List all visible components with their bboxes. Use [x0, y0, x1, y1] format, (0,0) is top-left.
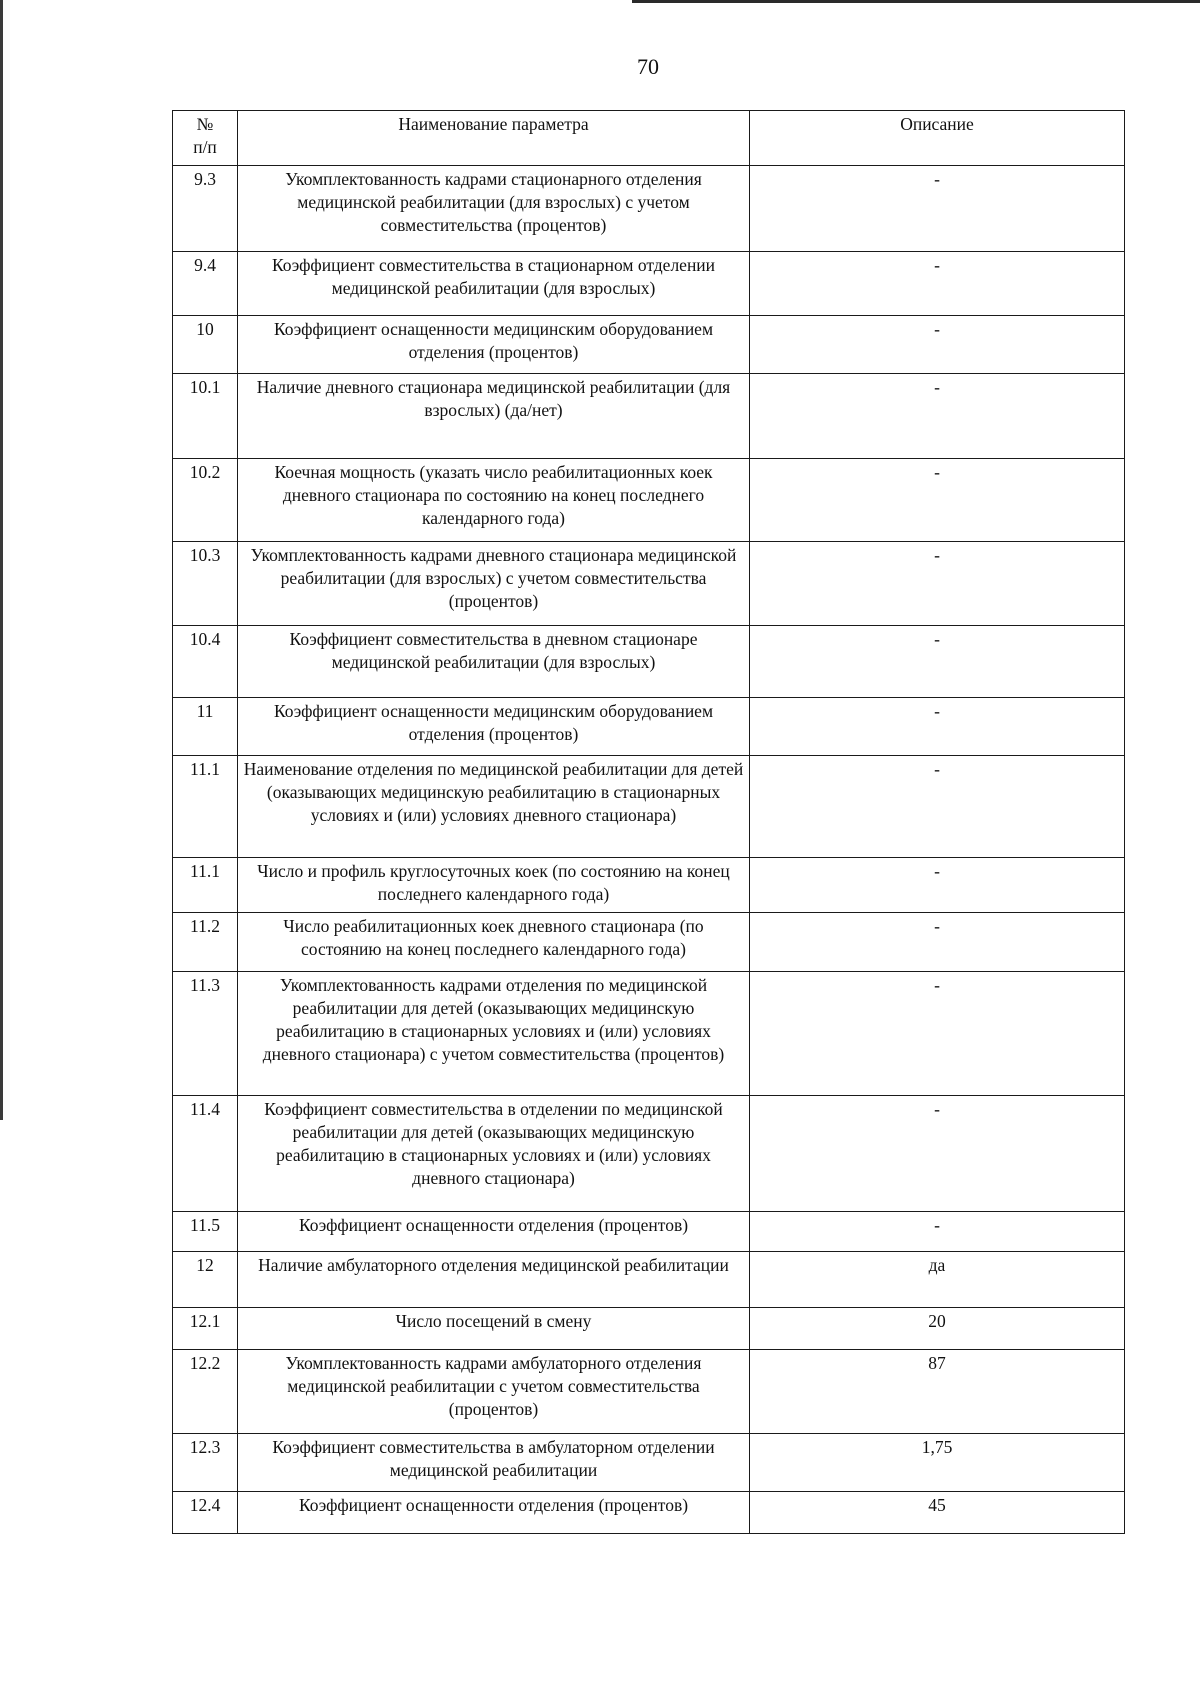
row-number: 10.1: [173, 374, 238, 459]
row-description: -: [750, 252, 1125, 316]
row-number: 9.3: [173, 166, 238, 252]
row-number: 10.2: [173, 459, 238, 542]
row-description: 87: [750, 1350, 1125, 1434]
table-header-row: [173, 111, 1125, 166]
parameters-table: [172, 110, 1125, 1534]
row-name: Наличие дневного стационара медицинской реабилитации (для взрослых) (да/нет): [238, 374, 750, 459]
table-row: [173, 858, 1125, 913]
row-description: -: [750, 858, 1125, 913]
row-number: 12.2: [173, 1350, 238, 1434]
scan-border-top: [632, 0, 1200, 3]
table-row: [173, 316, 1125, 374]
row-number: 11.2: [173, 913, 238, 972]
row-number: 10.3: [173, 542, 238, 626]
row-description: 20: [750, 1308, 1125, 1350]
row-description: -: [750, 374, 1125, 459]
table-row: [173, 698, 1125, 756]
row-name: Коэффициент оснащенности отделения (процентов): [238, 1212, 750, 1252]
row-number: 11.1: [173, 756, 238, 858]
row-description: -: [750, 1096, 1125, 1212]
table-row: [173, 626, 1125, 698]
row-name: Коечная мощность (указать число реабилитационных коек дневного стационара по состоянию на конец последнего календарного года): [238, 459, 750, 542]
row-number: 11.3: [173, 972, 238, 1096]
row-description: -: [750, 166, 1125, 252]
table-row: [173, 459, 1125, 542]
row-name: Укомплектованность кадрами дневного стационара медицинской реабилитации (для взрослых) с учетом совместительства (процентов): [238, 542, 750, 626]
row-number: 11.1: [173, 858, 238, 913]
row-description: -: [750, 316, 1125, 374]
row-description: -: [750, 698, 1125, 756]
row-description: -: [750, 626, 1125, 698]
row-description: 1,75: [750, 1434, 1125, 1492]
row-number: 9.4: [173, 252, 238, 316]
row-description: -: [750, 913, 1125, 972]
table-row: [173, 972, 1125, 1096]
row-number: 10.4: [173, 626, 238, 698]
header-description: Описание: [750, 111, 1125, 166]
table-row: [173, 374, 1125, 459]
row-name: Коэффициент совместительства в амбулаторном отделении медицинской реабилитации: [238, 1434, 750, 1492]
row-description: -: [750, 1212, 1125, 1252]
table-row: [173, 542, 1125, 626]
row-name: Число реабилитационных коек дневного стационара (по состоянию на конец последнего календарного года): [238, 913, 750, 972]
row-description: да: [750, 1252, 1125, 1308]
row-number: 11: [173, 698, 238, 756]
row-name: Число посещений в смену: [238, 1308, 750, 1350]
table-row: [173, 1492, 1125, 1534]
row-name: Укомплектованность кадрами отделения по медицинской реабилитации для детей (оказывающих медицинскую реабилитацию в стационарных условиях и (или) условиях дневного стационара) с учетом совместительства (процентов): [238, 972, 750, 1096]
header-number: № п/п: [173, 111, 238, 166]
table-row: [173, 1350, 1125, 1434]
table-row: [173, 252, 1125, 316]
row-number: 12.4: [173, 1492, 238, 1534]
row-number: 10: [173, 316, 238, 374]
row-name: Коэффициент совместительства в отделении по медицинской реабилитации для детей (оказывающих медицинскую реабилитацию в стационарных условиях и (или) условиях дневного стационара): [238, 1096, 750, 1212]
table-row: [173, 913, 1125, 972]
row-name: Укомплектованность кадрами стационарного отделения медицинской реабилитации (для взрослых) с учетом совместительства (процентов): [238, 166, 750, 252]
row-number: 11.4: [173, 1096, 238, 1212]
table-row: [173, 756, 1125, 858]
row-description: 45: [750, 1492, 1125, 1534]
row-description: -: [750, 756, 1125, 858]
row-number: 11.5: [173, 1212, 238, 1252]
table-row: [173, 1252, 1125, 1308]
row-name: Наличие амбулаторного отделения медицинской реабилитации: [238, 1252, 750, 1308]
scan-border-left: [0, 0, 3, 1120]
row-description: -: [750, 542, 1125, 626]
page-number: 70: [637, 54, 659, 79]
row-description: -: [750, 459, 1125, 542]
row-name: Укомплектованность кадрами амбулаторного отделения медицинской реабилитации с учетом совместительства (процентов): [238, 1350, 750, 1434]
row-name: Коэффициент оснащенности медицинским оборудованием отделения (процентов): [238, 316, 750, 374]
table-row: [173, 1096, 1125, 1212]
table-row: [173, 1434, 1125, 1492]
row-number: 12.3: [173, 1434, 238, 1492]
row-description: -: [750, 972, 1125, 1096]
row-name: Число и профиль круглосуточных коек (по состоянию на конец последнего календарного года): [238, 858, 750, 913]
table-row: [173, 166, 1125, 252]
row-name: Наименование отделения по медицинской реабилитации для детей (оказывающих медицинскую реабилитацию в стационарных условиях и (или) условиях дневного стационара): [238, 756, 750, 858]
row-number: 12: [173, 1252, 238, 1308]
header-name: Наименование параметра: [238, 111, 750, 166]
row-number: 12.1: [173, 1308, 238, 1350]
table-row: [173, 1308, 1125, 1350]
row-name: Коэффициент совместительства в стационарном отделении медицинской реабилитации (для взрослых): [238, 252, 750, 316]
row-name: Коэффициент совместительства в дневном стационаре медицинской реабилитации (для взрослых): [238, 626, 750, 698]
row-name: Коэффициент оснащенности отделения (процентов): [238, 1492, 750, 1534]
table-row: [173, 1212, 1125, 1252]
row-name: Коэффициент оснащенности медицинским оборудованием отделения (процентов): [238, 698, 750, 756]
